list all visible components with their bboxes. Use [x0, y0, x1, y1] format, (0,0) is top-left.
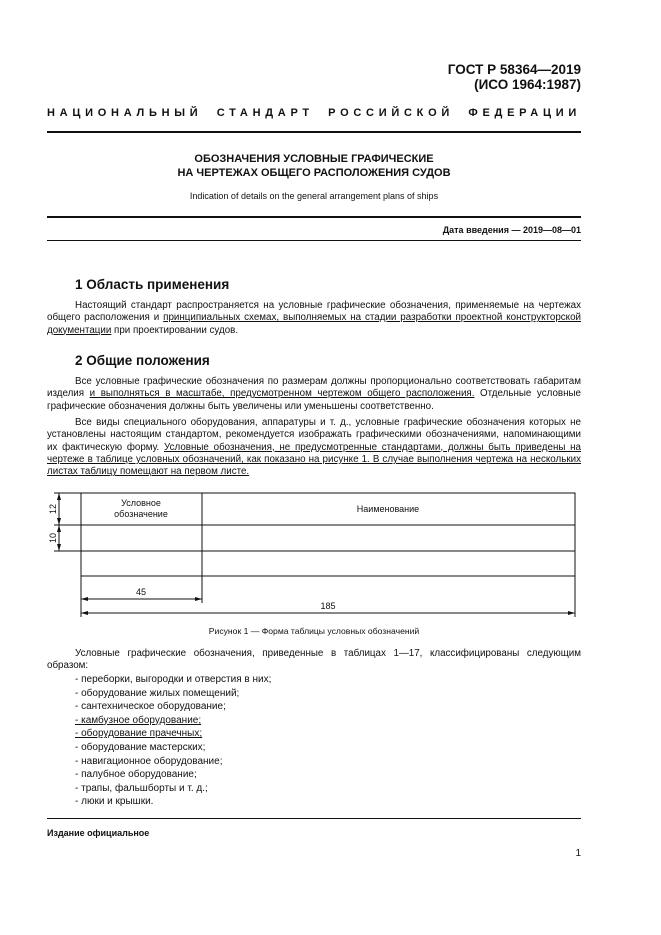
- section-2-paragraph-2: [47, 417, 581, 478]
- national-standard-banner: НАЦИОНАЛЬНЫЙ СТАНДАРТ РОССИЙСКОЙ ФЕДЕРАЦИИ: [47, 107, 581, 119]
- official-edition: Издание официальное: [47, 828, 150, 838]
- page-number: 1: [575, 848, 581, 859]
- top-thick-rule: [47, 131, 581, 133]
- figure-1-caption: Рисунок 1 — Форма таблицы условных обозначений: [208, 626, 420, 636]
- list-item: - оборудование жилых помещений;: [75, 687, 240, 699]
- arrow-185-left: [81, 611, 88, 615]
- arrow-45-right: [195, 597, 202, 601]
- gost-number: ГОСТ Р 58364—2019: [447, 62, 581, 77]
- list-item: - навигационное оборудование;: [75, 755, 223, 767]
- dimension-label-45: 45: [135, 587, 147, 597]
- section-1-underlined: принципиальных схемах, выполняемых на стадии разработки проектной конструкторской документации: [47, 312, 581, 336]
- section-2-p2-underlined: Условные обозначения, не предусмотренные стандартами, должны быть приведены на чертеже в таблице условных обозначений, как показано на рисунке 1. В случае выполнения чертежа на нескольких листах таблицу помещают на первом листе.: [47, 441, 582, 478]
- section-1-paragraph: [47, 300, 581, 337]
- date-thin-rule: [47, 240, 581, 241]
- section-2-heading: 2 Общие положения: [75, 353, 210, 368]
- classification-list: [75, 673, 271, 809]
- section-1-text-end: при проектировании судов.: [111, 324, 239, 336]
- arrow-mid-down: [57, 525, 61, 532]
- iso-number: (ИСО 1964:1987): [474, 77, 581, 92]
- arrow-185-right: [568, 611, 575, 615]
- section-2-p1-text: Все условные графические обозначения по размерам должны пропорционально соответствовать габаритам изделия: [47, 376, 581, 400]
- arrow-top: [57, 493, 61, 500]
- list-item: - сантехническое оборудование;: [75, 701, 226, 713]
- column-2-header: Наименование: [356, 504, 420, 514]
- arrow-45-left: [81, 597, 88, 601]
- list-item: - трапы, фальшборты и т. д.;: [75, 782, 208, 794]
- english-title: Indication of details on the general arrangement plans of ships: [189, 191, 439, 201]
- document-code: [448, 62, 581, 92]
- dimension-label-12: 12: [48, 503, 58, 515]
- list-item: - переборки, выгородки и отверстия в них;: [75, 674, 272, 685]
- list-item: - люки и крышки.: [75, 796, 154, 808]
- section-1-heading: 1 Область применения: [75, 277, 230, 292]
- section-2-p1-text-end: Отдельные условные графические обозначения должны быть увеличены или уменьшены соответственно.: [47, 388, 582, 412]
- title-line-2: НА ЧЕРТЕЖАХ ОБЩЕГО РАСПОЛОЖЕНИЯ СУДОВ: [177, 167, 451, 179]
- footer-rule: [47, 818, 581, 819]
- section-2-p2-text: Все виды специального оборудования, аппаратуры и т. д., условные графические обозначения которых не установлены настоящим стандартом, рекомендуется изображать графическими обозначениями, напоминающими их фактическую форму.: [47, 417, 581, 453]
- section-1-text: Настоящий стандарт распространяется на условные графические обозначения, применяемые на чертежах общего расположения и: [47, 300, 581, 324]
- dimension-label-10: 10: [48, 532, 58, 544]
- document-title: [47, 152, 581, 180]
- title-thick-rule: [47, 216, 581, 218]
- introduction-date: Дата введения — 2019—08—01: [442, 225, 581, 235]
- column-1-header-line-1: Условное: [121, 498, 161, 508]
- list-item: - оборудование мастерских;: [75, 741, 206, 753]
- section-2-p1-underlined: и выполняться в масштабе, предусмотренном чертежом общего расположения.: [89, 388, 475, 400]
- arrow-bottom: [57, 544, 61, 551]
- arrow-mid-up: [57, 518, 61, 525]
- list-item: - оборудование прачечных;: [75, 728, 203, 740]
- list-item: - камбузное оборудование;: [75, 714, 202, 726]
- dimension-label-185: 185: [320, 601, 336, 611]
- list-item: - палубное оборудование;: [75, 769, 197, 781]
- figure-1-table-form: [40, 478, 585, 618]
- title-line-1: ОБОЗНАЧЕНИЯ УСЛОВНЫЕ ГРАФИЧЕСКИЕ: [194, 153, 434, 165]
- section-2-paragraph-1: [47, 376, 581, 413]
- column-1-header-line-2: обозначение: [114, 509, 168, 519]
- classification-intro: Условные графические обозначения, приведенные в таблицах 1—17, классифицированы следующим образом:: [47, 648, 581, 672]
